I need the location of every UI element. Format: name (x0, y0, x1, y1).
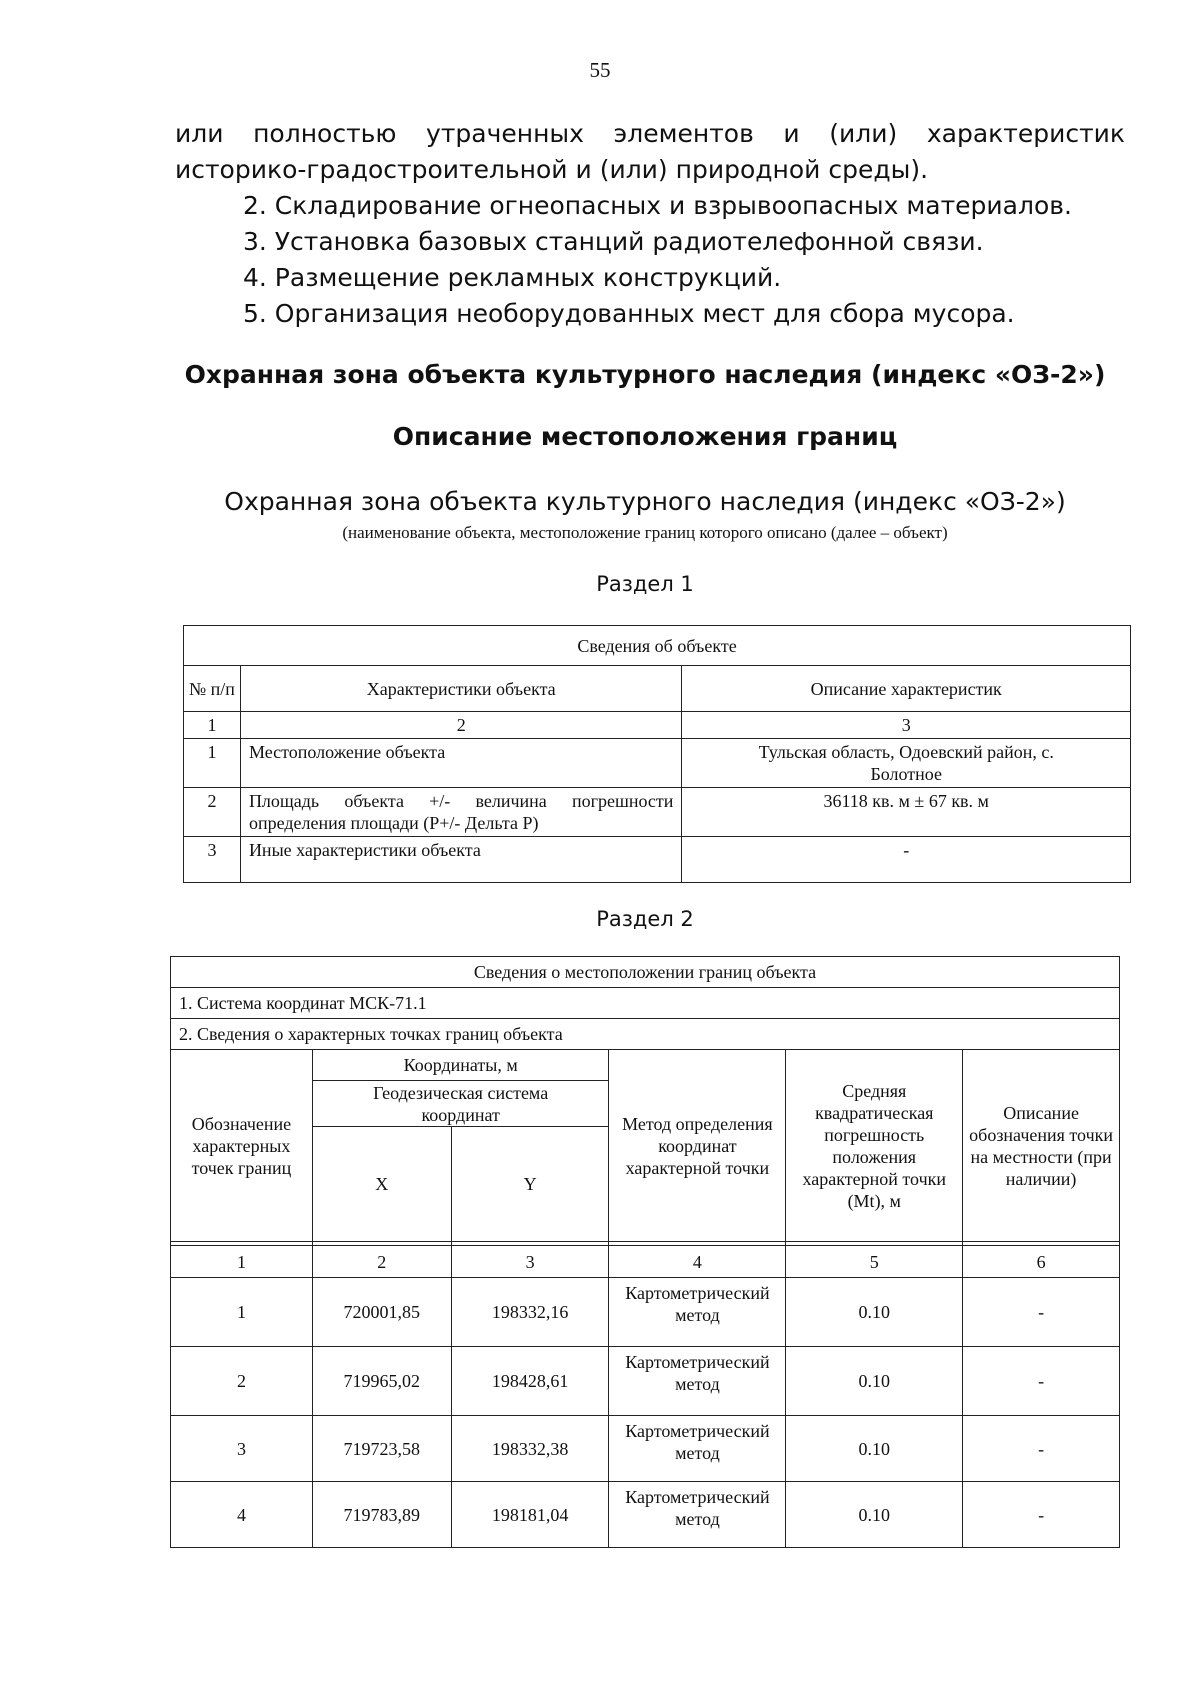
row-description: - (682, 837, 1131, 883)
row-characteristic: Иные характеристики объекта (240, 837, 682, 883)
coordinate-system: 1. Система координат МСК-71.1 (171, 988, 1120, 1019)
section1-title: Раздел 1 (596, 572, 694, 596)
point-error: 0.10 (786, 1416, 963, 1482)
row-description: 36118 кв. м ± 67 кв. м (682, 788, 1131, 837)
table-row (171, 1347, 1120, 1416)
point-x: 719965,02 (312, 1347, 451, 1416)
table-row (171, 1416, 1120, 1482)
point-y: 198428,61 (451, 1347, 609, 1416)
table-row (171, 1278, 1120, 1347)
table-row (184, 788, 1131, 837)
list-item: 3. Установка базовых станций радиотелефонной связи. (243, 227, 984, 256)
point-method: Картометрический метод (609, 1347, 786, 1416)
restriction-list (243, 188, 1123, 332)
point-method: Картометрический метод (609, 1416, 786, 1482)
index-cell: 2 (312, 1246, 451, 1278)
index-cell: 1 (184, 712, 241, 739)
col-header-geodetic: Геодезическая система координат (312, 1081, 609, 1127)
col-header-designation: Обозначение характерных точек границ (171, 1050, 313, 1242)
table-title: Сведения об объекте (184, 626, 1131, 666)
point-location: - (963, 1482, 1120, 1548)
row-description: Тульская область, Одоевский район, с. Болотное (682, 739, 1131, 788)
point-x: 719723,58 (312, 1416, 451, 1482)
object-name-caption: (наименование объекта, местоположение границ которого описано (далее – объект) (342, 523, 948, 542)
list-item: 2. Складирование огнеопасных и взрывоопасных материалов. (243, 191, 1072, 220)
list-item: 5. Организация необорудованных мест для сбора мусора. (243, 299, 1015, 328)
point-x: 719783,89 (312, 1482, 451, 1548)
col-header-method: Метод определения координат характерной точки (609, 1050, 786, 1242)
index-cell: 5 (786, 1246, 963, 1278)
point-number: 3 (171, 1416, 313, 1482)
point-y: 198332,38 (451, 1416, 609, 1482)
index-cell: 2 (240, 712, 682, 739)
point-error: 0.10 (786, 1347, 963, 1416)
point-y: 198181,04 (451, 1482, 609, 1548)
heading-description: Описание местоположения границ (392, 422, 898, 451)
point-method: Картометрический метод (609, 1482, 786, 1548)
col-header-y: Y (451, 1127, 609, 1242)
col-header-characteristics: Характеристики объекта (240, 666, 682, 712)
page-number: 55 (589, 58, 611, 82)
list-item: 4. Размещение рекламных конструкций. (243, 263, 782, 292)
index-cell: 3 (682, 712, 1131, 739)
col-header-error: Средняя квадратическая погрешность положения характерной точки (Mt), м (786, 1050, 963, 1242)
row-characteristic: Местоположение объекта (240, 739, 682, 788)
point-method: Картометрический метод (609, 1278, 786, 1347)
point-y: 198332,16 (451, 1278, 609, 1347)
col-header-x: X (312, 1127, 451, 1242)
object-info-table (183, 625, 1131, 883)
heading-zone: Охранная зона объекта культурного наследия (индекс «ОЗ-2») (184, 360, 1106, 389)
table-row (184, 739, 1131, 788)
section2-title: Раздел 2 (596, 907, 694, 931)
point-location: - (963, 1416, 1120, 1482)
row-num: 3 (184, 837, 241, 883)
point-location: - (963, 1347, 1120, 1416)
col-header-num: № п/п (184, 666, 241, 712)
intro-paragraph: или полностью утраченных элементов и (или) характеристик историко-градостроительной и (или) природной среды). (175, 119, 1125, 184)
table-row (184, 837, 1131, 883)
table-row (171, 1482, 1120, 1548)
index-cell: 6 (963, 1246, 1120, 1278)
row-characteristic: Площадь объекта +/- величина погрешности определения площади (P+/- Дельта P) (240, 788, 682, 837)
point-number: 4 (171, 1482, 313, 1548)
col-header-location: Описание обозначения точки на местности (при наличии) (963, 1050, 1120, 1242)
col-header-description: Описание характеристик (682, 666, 1131, 712)
row-num: 2 (184, 788, 241, 837)
point-number: 2 (171, 1347, 313, 1416)
point-error: 0.10 (786, 1482, 963, 1548)
object-name: Охранная зона объекта культурного наследия (индекс «ОЗ-2») (224, 487, 1066, 516)
col-header-coordinates: Координаты, м (312, 1050, 609, 1081)
index-cell: 1 (171, 1246, 313, 1278)
table-title: Сведения о местоположении границ объекта (171, 957, 1120, 988)
points-heading: 2. Сведения о характерных точках границ объекта (171, 1019, 1120, 1050)
point-location: - (963, 1278, 1120, 1347)
point-number: 1 (171, 1278, 313, 1347)
index-cell: 3 (451, 1246, 609, 1278)
point-error: 0.10 (786, 1278, 963, 1347)
point-x: 720001,85 (312, 1278, 451, 1347)
row-num: 1 (184, 739, 241, 788)
index-cell: 4 (609, 1246, 786, 1278)
boundary-points-table (170, 956, 1120, 1548)
